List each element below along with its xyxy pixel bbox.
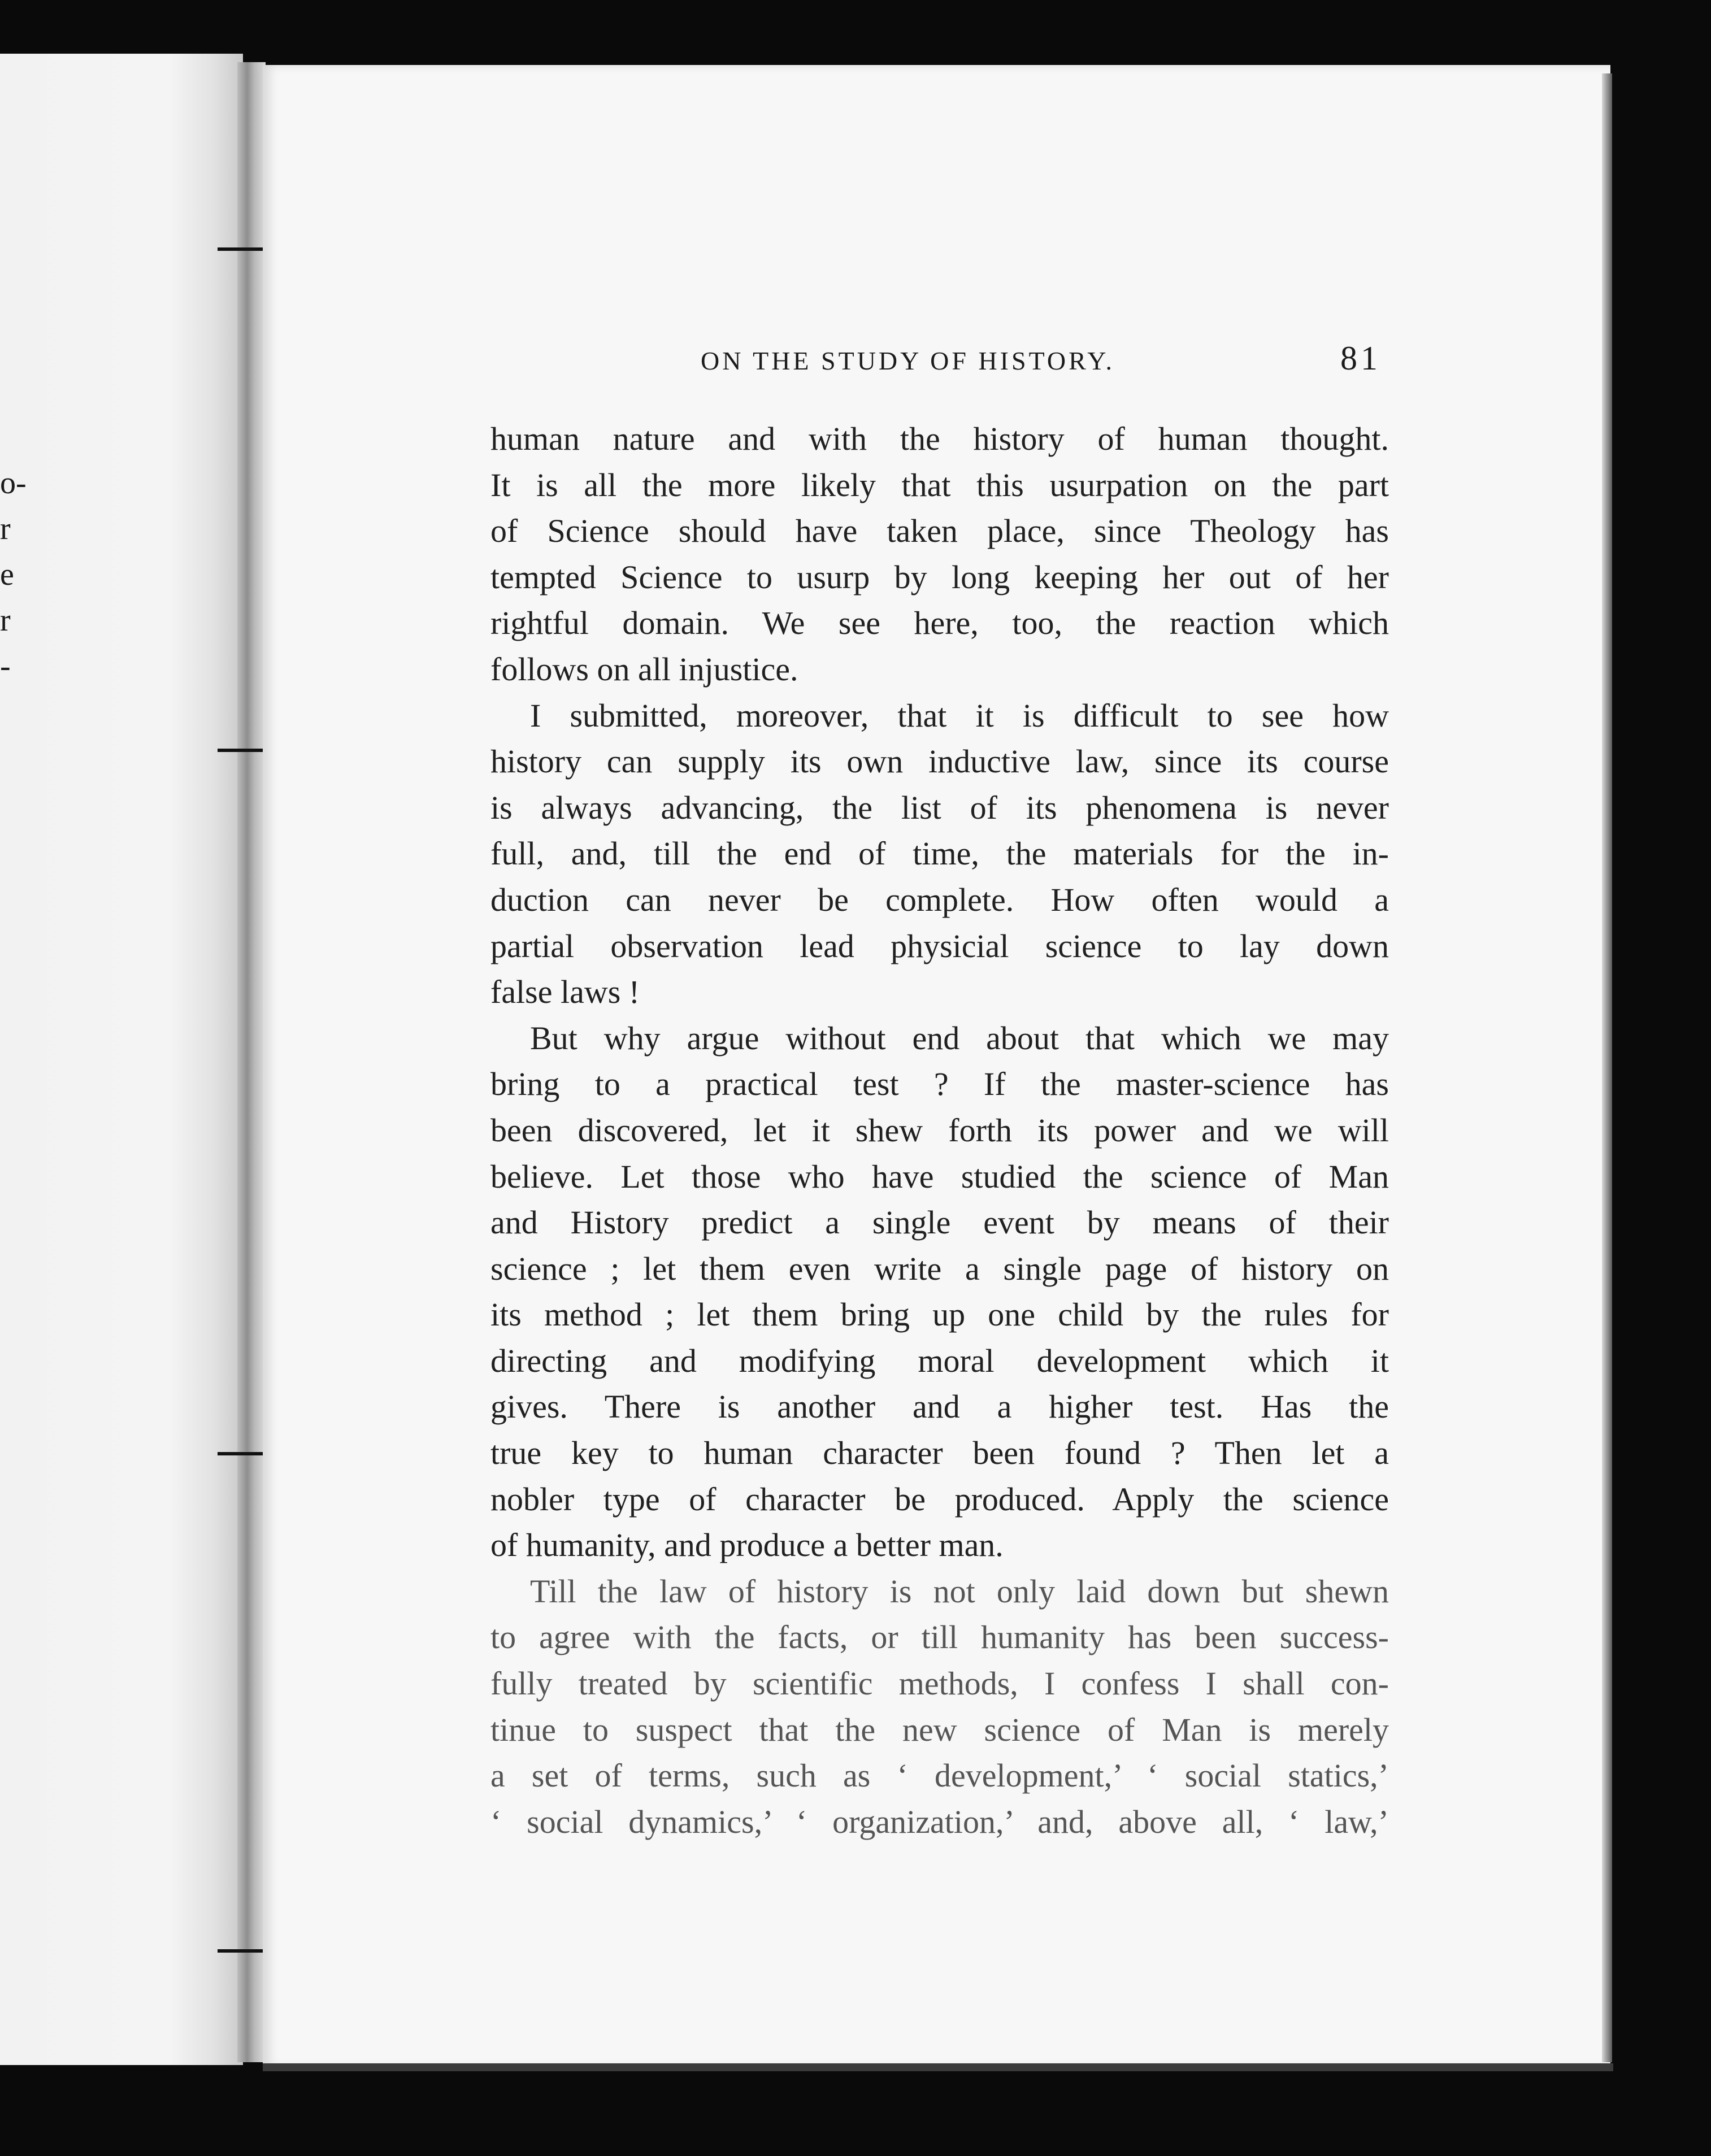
text-line: tinue to suspect that the new science of Man is merely — [490, 1711, 1389, 1748]
text-line: Till the law of history is not only laid down but shewn — [530, 1572, 1389, 1610]
text-line: partial observation lead physicial science to lay down — [490, 927, 1389, 964]
paragraph — [490, 1568, 1389, 1845]
text-line: a set of terms, such as ‘ development,’ ‘ social statics,’ — [490, 1757, 1389, 1794]
binding-stitch — [218, 1452, 268, 1455]
page-edge — [1602, 73, 1612, 2062]
left-fragment: r — [0, 603, 11, 638]
text-line: and History predict a single event by means of their — [490, 1204, 1389, 1241]
left-page-edge — [0, 54, 243, 2065]
paragraph — [490, 416, 1389, 693]
text-line: of Science should have taken place, since Theology has — [490, 512, 1389, 550]
text-line: fully treated by scientific methods, I confess I shall con- — [490, 1665, 1389, 1702]
text-line: believe. Let those who have studied the science of Man — [490, 1158, 1389, 1195]
body-text — [490, 416, 1389, 1845]
paragraph — [490, 693, 1389, 1015]
text-line: of humanity, and produce a better man. — [490, 1527, 1004, 1564]
text-line: full, and, till the end of time, the materials for the in- — [490, 835, 1389, 872]
text-line: bring to a practical test ? If the master-science has — [490, 1066, 1389, 1103]
text-line: I submitted, moreover, that it is difficult to see how — [530, 697, 1389, 734]
text-line: ‘ social dynamics,’ ‘ organization,’ and, above all, ‘ law,’ — [490, 1803, 1389, 1840]
text-line: its method ; let them bring up one child by the rules for — [490, 1296, 1389, 1333]
left-fragment: r — [0, 511, 11, 546]
left-fragment: e — [0, 557, 14, 592]
binding-stitch — [218, 247, 268, 251]
running-head: ON THE STUDY OF HISTORY. — [701, 346, 1115, 375]
text-line: is always advancing, the list of its phenomena is never — [490, 789, 1389, 826]
text-line: duction can never be complete. How often would a — [490, 881, 1389, 918]
text-line: been discovered, let it shew forth its power and we will — [490, 1111, 1389, 1149]
text-line: science ; let them even write a single page of history on — [490, 1250, 1389, 1287]
text-line: rightful domain. We see here, too, the reaction which — [490, 605, 1389, 642]
text-line: false laws ! — [490, 973, 640, 1011]
text-line: It is all the more likely that this usurpation on the part — [490, 466, 1389, 503]
text-line: tempted Science to usurp by long keeping her out of her — [490, 558, 1389, 595]
text-line: follows on all injustice. — [490, 650, 798, 688]
text-line: to agree with the facts, or till humanity has been success- — [490, 1619, 1389, 1656]
text-line: true key to human character been found ? Then let a — [490, 1435, 1389, 1472]
text-line: gives. There is another and a higher test. Has the — [490, 1388, 1389, 1425]
left-fragment: o- — [0, 466, 27, 501]
text-line: directing and modifying moral development which it — [490, 1342, 1389, 1379]
book-gutter — [237, 62, 266, 2062]
left-page-fragments — [0, 460, 27, 689]
text-line: But why argue without end about that which we may — [530, 1019, 1389, 1057]
text-line: human nature and with the history of human thought. — [490, 420, 1389, 457]
binding-stitch — [218, 1949, 268, 1953]
text-line: history can supply its own inductive law, since its course — [490, 743, 1389, 780]
page-bottom-edge — [263, 2063, 1613, 2071]
left-fragment: - — [0, 649, 11, 684]
text-line: nobler type of character be produced. Apply the science — [490, 1480, 1389, 1518]
page-number: 81 — [1340, 340, 1381, 377]
binding-stitch — [218, 749, 268, 752]
paragraph — [490, 1015, 1389, 1568]
